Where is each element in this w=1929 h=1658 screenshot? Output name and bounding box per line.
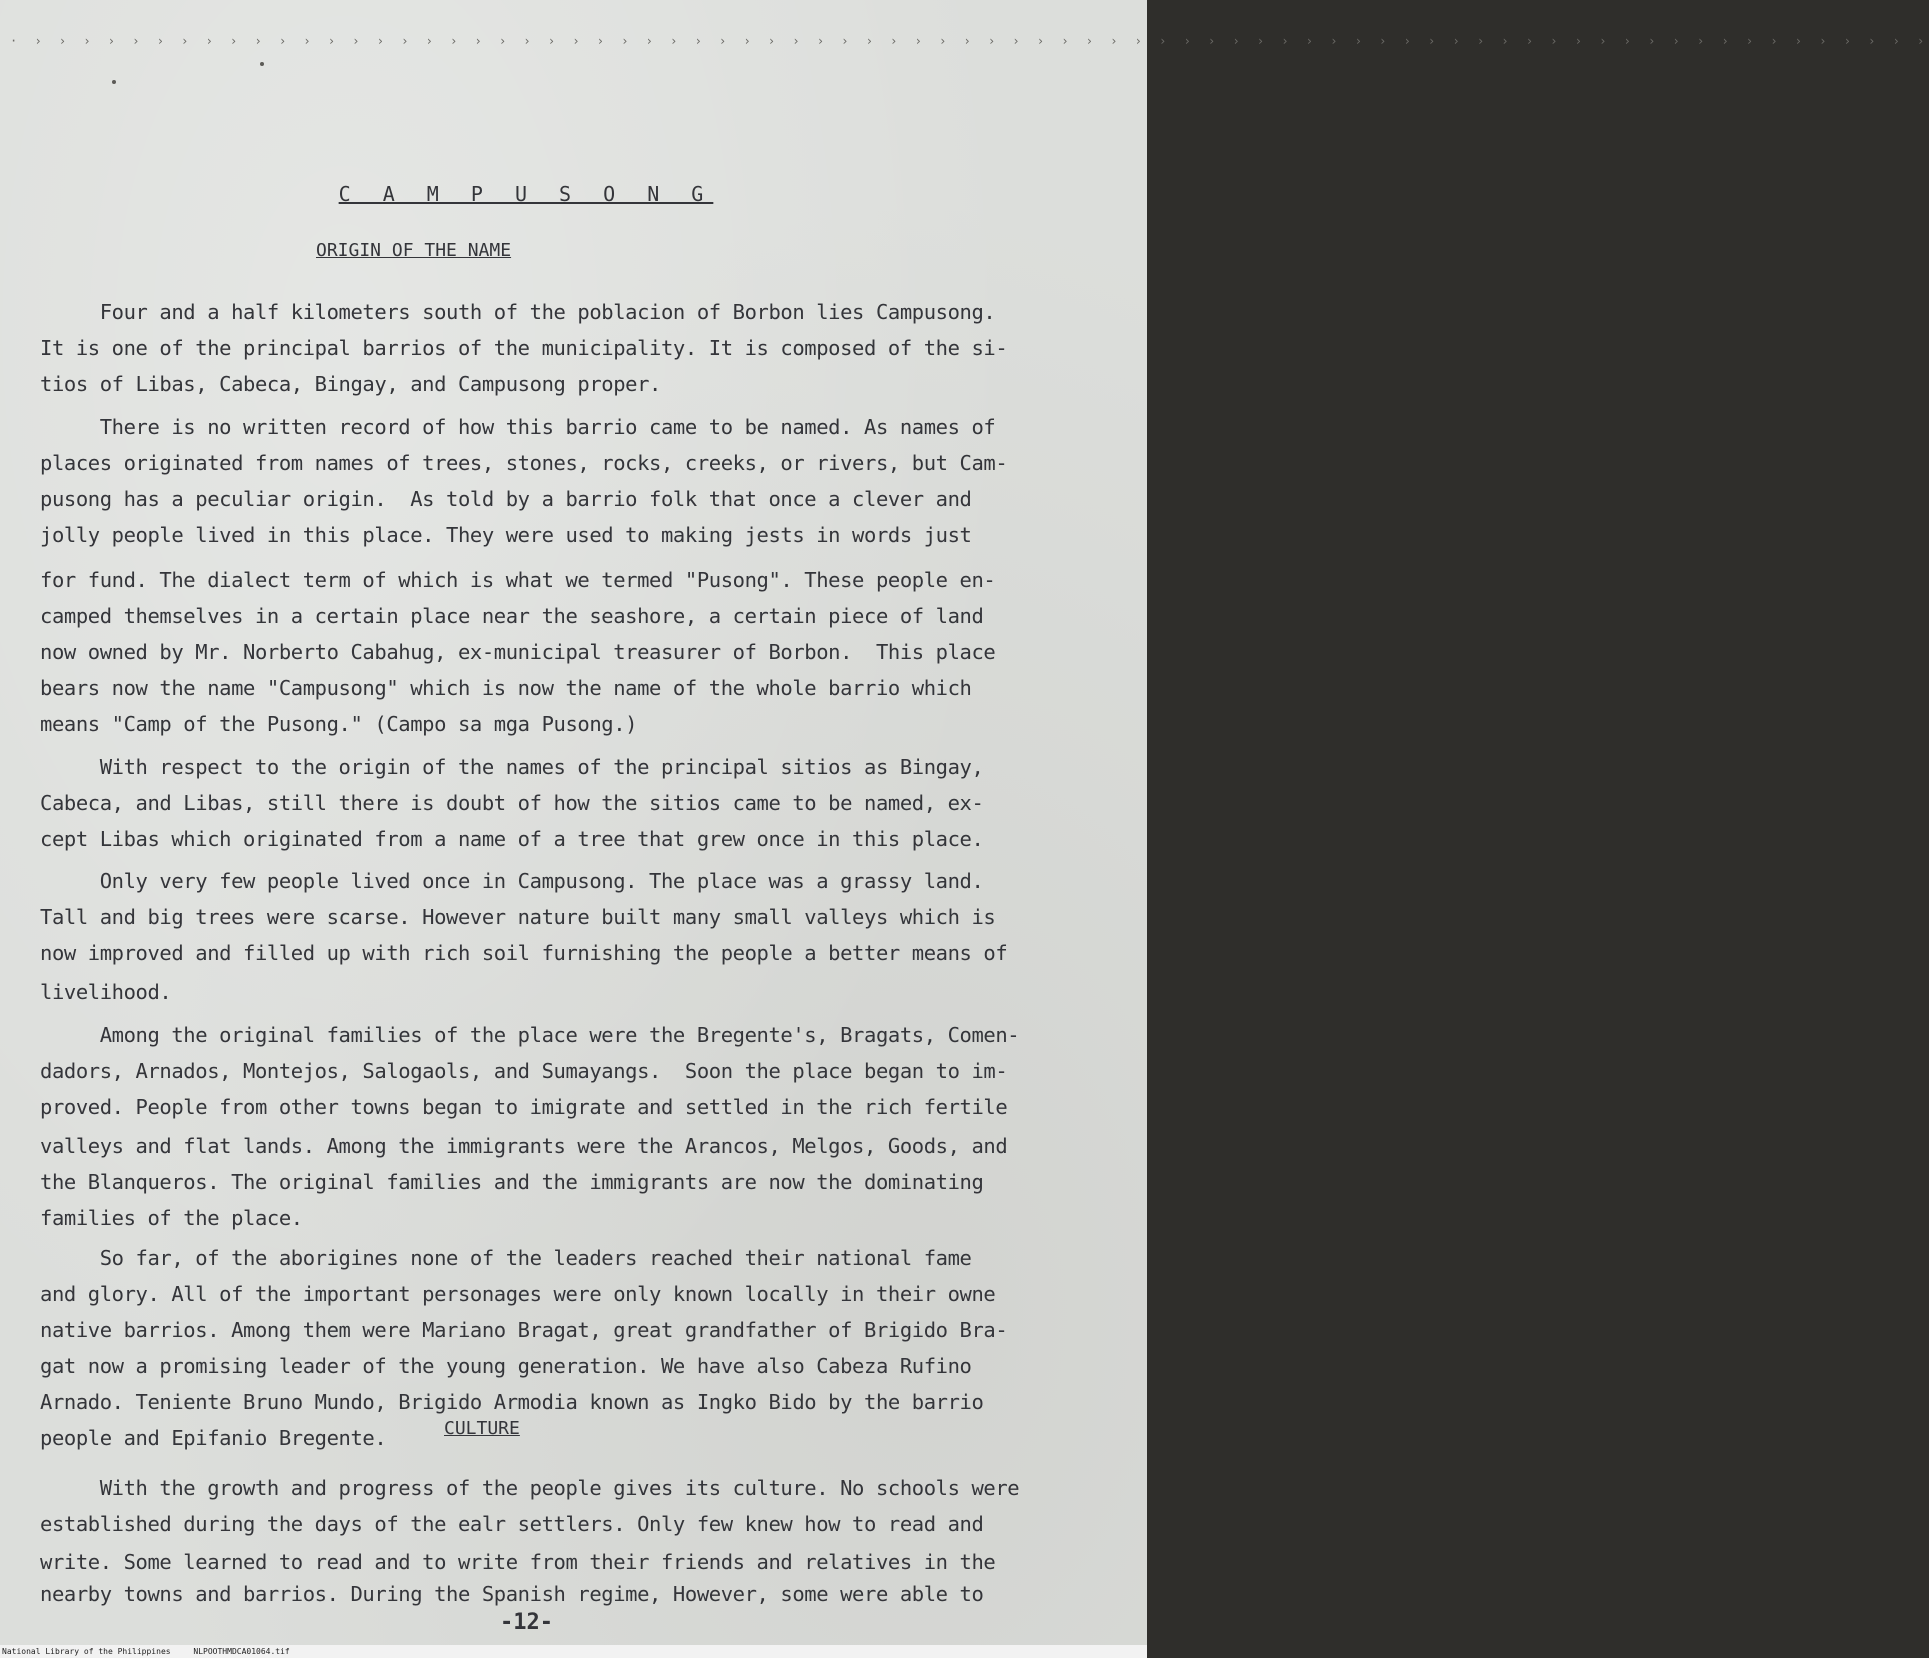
text-line: and glory. All of the important personages were only known locally in their owne [40, 1282, 996, 1306]
text-line: proved. People from other towns began to imigrate and settled in the rich fertile [40, 1095, 1008, 1119]
footer-file-id: NLPOOTHMDCA01064.tif [193, 1647, 290, 1656]
text-line: write. Some learned to read and to write from their friends and relatives in the [40, 1550, 996, 1574]
text-line: cept Libas which originated from a name of a tree that grew once in this place. [40, 827, 984, 851]
text-line: With respect to the origin of the names of the principal sitios as Bingay, [40, 755, 984, 779]
page-number: -12- [500, 1610, 553, 1635]
text-line: Only very few people lived once in Campusong. The place was a grassy land. [40, 869, 984, 893]
text-line: Four and a half kilometers south of the poblacion of Borbon lies Campusong. [40, 300, 996, 324]
text-line: So far, of the aborigines none of the leaders reached their national fame [40, 1246, 972, 1270]
text-line: jolly people lived in this place. They were used to making jests in words just [40, 523, 972, 547]
text-line: Cabeca, and Libas, still there is doubt of how the sitios came to be named, ex- [40, 791, 984, 815]
section-heading-culture: CULTURE [444, 1418, 520, 1439]
text-line: established during the days of the ealr settlers. Only few knew how to read and [40, 1512, 984, 1536]
text-line: dadors, Arnados, Montejos, Salogaols, and Sumayangs. Soon the place began to im- [40, 1059, 1008, 1083]
text-line: for fund. The dialect term of which is what we termed "Pusong". These people en- [40, 568, 996, 592]
perforation-edge: · › › › › › › › › › › › › › › › › › › › › › › › › › › › › › › › › › › › › › › › › › › › › › › › › › › › › › › › › › › › › › › › › › › › › › › › › › › › › › › [10, 34, 1929, 48]
text-line: Among the original families of the place were the Bregente's, Bragats, Comen- [40, 1023, 1020, 1047]
text-line: native barrios. Among them were Mariano Bragat, great grandfather of Brigido Bra- [40, 1318, 1008, 1342]
text-line: valleys and flat lands. Among the immigrants were the Arancos, Melgos, Goods, and [40, 1134, 1008, 1158]
text-line: now owned by Mr. Norberto Cabahug, ex-municipal treasurer of Borbon. This place [40, 640, 996, 664]
text-line: Arnado. Teniente Bruno Mundo, Brigido Armodia known as Ingko Bido by the barrio [40, 1390, 984, 1414]
punch-hole [112, 80, 116, 84]
punch-hole [260, 62, 264, 66]
text-line: families of the place. [40, 1206, 303, 1230]
text-line: the Blanqueros. The original families and the immigrants are now the dominating [40, 1170, 984, 1194]
text-line: gat now a promising leader of the young generation. We have also Cabeza Rufino [40, 1354, 972, 1378]
text-line: means "Camp of the Pusong." (Campo sa mga Pusong.) [40, 712, 638, 736]
text-line: pusong has a peculiar origin. As told by a barrio folk that once a clever and [40, 487, 972, 511]
text-line: It is one of the principal barrios of the municipality. It is composed of the si- [40, 336, 1008, 360]
text-line: bears now the name "Campusong" which is now the name of the whole barrio which [40, 676, 972, 700]
scan-footer [0, 1645, 1147, 1658]
text-line: people and Epifanio Bregente. [40, 1426, 387, 1450]
text-line: tios of Libas, Cabeca, Bingay, and Campusong proper. [40, 372, 661, 396]
section-heading-origin: ORIGIN OF THE NAME [316, 240, 512, 261]
text-line: With the growth and progress of the people gives its culture. No schools were [40, 1476, 1020, 1500]
text-line: livelihood. [40, 980, 172, 1004]
text-line: There is no written record of how this barrio came to be named. As names of [40, 415, 996, 439]
footer-library: National Library of the Philippines [2, 1647, 171, 1656]
text-line: now improved and filled up with rich soil furnishing the people a better means of [40, 941, 1008, 965]
text-line: Tall and big trees were scarse. However nature built many small valleys which is [40, 905, 996, 929]
text-line: camped themselves in a certain place near the seashore, a certain piece of land [40, 604, 984, 628]
text-line: places originated from names of trees, stones, rocks, creeks, or rivers, but Cam- [40, 451, 1008, 475]
document-title: C A M P U S O N G [338, 182, 714, 206]
text-line: nearby towns and barrios. During the Spanish regime, However, some were able to [40, 1582, 984, 1606]
